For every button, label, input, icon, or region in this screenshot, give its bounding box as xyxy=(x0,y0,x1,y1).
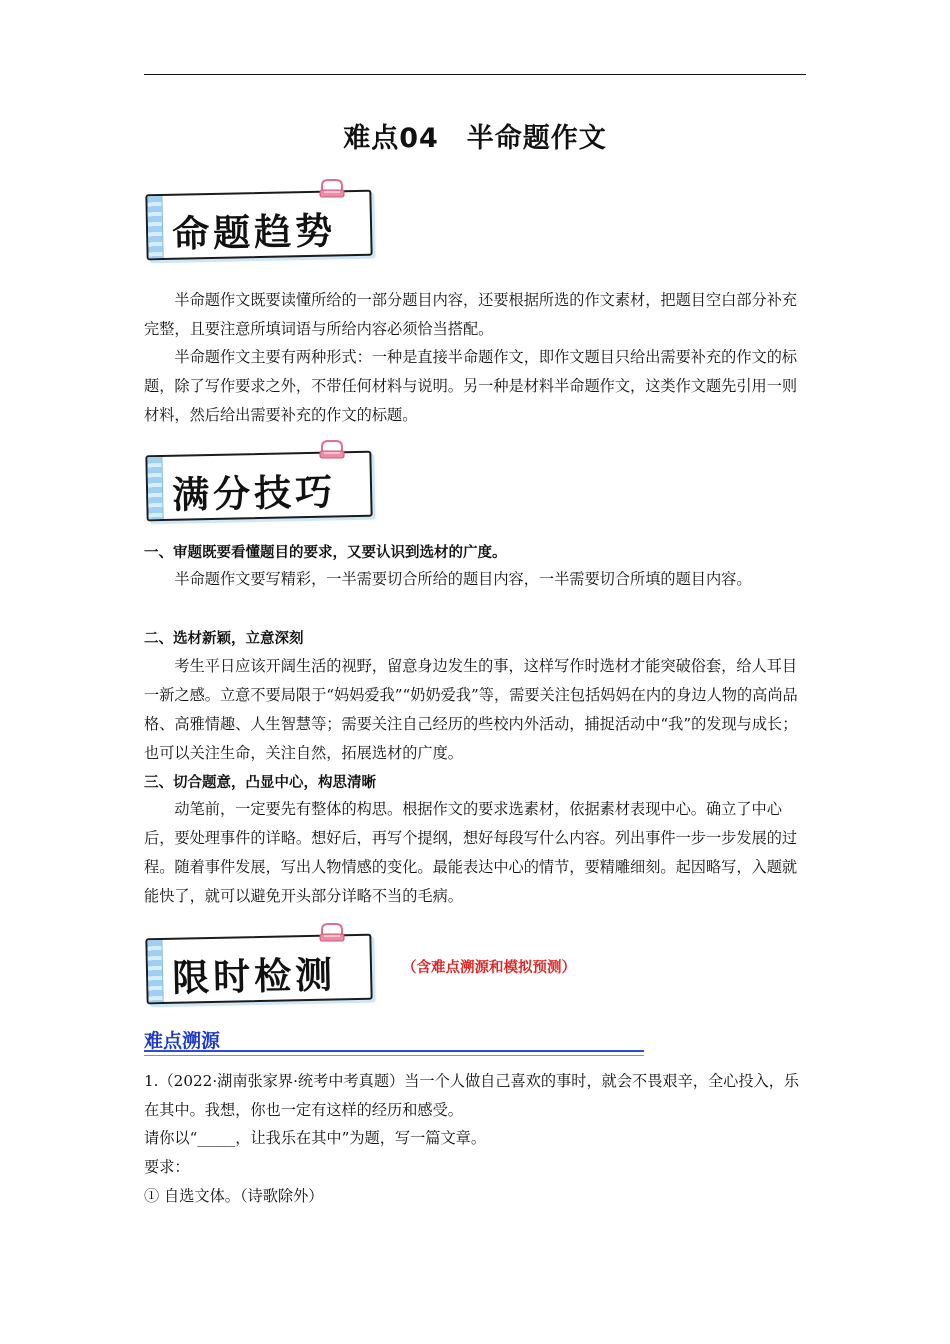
banner-stripe xyxy=(147,196,163,258)
question-requirement-1: ① 自选文体。（诗歌除外） xyxy=(144,1187,324,1205)
trend-paragraph-1: 半命题作文既要读懂所给的一部分题目内容，还要根据所选的作文素材，把题目空白部分补充完整，且要注意所填词语与所给内容必须恰当搭配。 xyxy=(144,291,798,338)
banner-stripe xyxy=(147,457,163,519)
banner-paper xyxy=(145,190,372,261)
page-title: 难点04 半命题作文 xyxy=(343,123,607,154)
section-title: 难点溯源 xyxy=(144,1030,221,1052)
trend-paragraph-2: 半命题作文主要有两种形式：一种是直接半命题作文，即作文题目只给出需要补充的作文的标题，除了写作要求之外，不带任何材料与说明。另一种是材料半命题作文，这类作文题先引用一则材料，然后给出需要补充的作文的标题。 xyxy=(144,348,798,424)
question-stem: 1.（2022·湖南张家界·统考中考真题）当一个人做自己喜欢的事时，就会不畏艰辛，全心投入，乐在其中。我想，你也一定有这样的经历和感受。 xyxy=(144,1072,800,1119)
banner-trend xyxy=(140,176,378,262)
banner-skills-label: 满分技巧 xyxy=(171,469,337,517)
skill-body-3: 动笔前，一定要先有整体的构思。根据作文的要求选素材，依据素材表现中心。确立了中心后，要处理事件的详略。想好后，再写个提纲，想好每段写什么内容。列出事件一步一步发展的过程。随着事件发展，写出人物情感的变化。最能表达中心的情节，要精雕细刻。起因略写，入题就能快了，就可以避免开头部分详略不当的毛病。 xyxy=(144,800,798,905)
banner-test-label: 限时检测 xyxy=(171,952,337,1000)
banner-paper xyxy=(145,451,372,522)
header-rule xyxy=(144,74,806,75)
section-underline xyxy=(144,1050,644,1056)
banner-test xyxy=(140,920,378,1006)
question-prompt: 请你以“_____，让我乐在其中”为题，写一篇文章。 xyxy=(144,1129,487,1147)
skill-body-1: 半命题作文要写精彩，一半需要切合所给的题目内容，一半需要切合所填的题目内容。 xyxy=(174,570,752,588)
question-requirements-label: 要求： xyxy=(144,1158,190,1176)
binder-clip-icon xyxy=(318,922,346,942)
banner-trend-label: 命题趋势 xyxy=(171,208,337,256)
skill-heading-3: 三、切合题意，凸显中心，构思清晰 xyxy=(144,775,376,791)
binder-clip-icon xyxy=(318,439,346,459)
test-note: （含难点溯源和模拟预测） xyxy=(402,960,576,976)
banner-stripe xyxy=(147,940,163,1002)
banner-skills xyxy=(140,437,378,523)
skill-body-2: 考生平日应该开阔生活的视野，留意身边发生的事，这样写作时选材才能突破俗套，给人耳目一新之感。立意不要局限于“妈妈爱我”“奶奶爱我”等，需要关注包括妈妈在内的身边人物的高尚品格、高雅情趣、人生智慧等；需要关注自己经历的些校内外活动，捕捉活动中“我”的发现与成长；也可以关注生命，关注自然，拓展选材的广度。 xyxy=(144,657,798,762)
skill-heading-2: 二、选材新颖，立意深刻 xyxy=(144,631,304,647)
binder-clip-icon xyxy=(318,178,346,198)
skill-heading-1: 一、审题既要看懂题目的要求，又要认识到选材的广度。 xyxy=(144,545,507,561)
banner-paper xyxy=(145,934,372,1005)
